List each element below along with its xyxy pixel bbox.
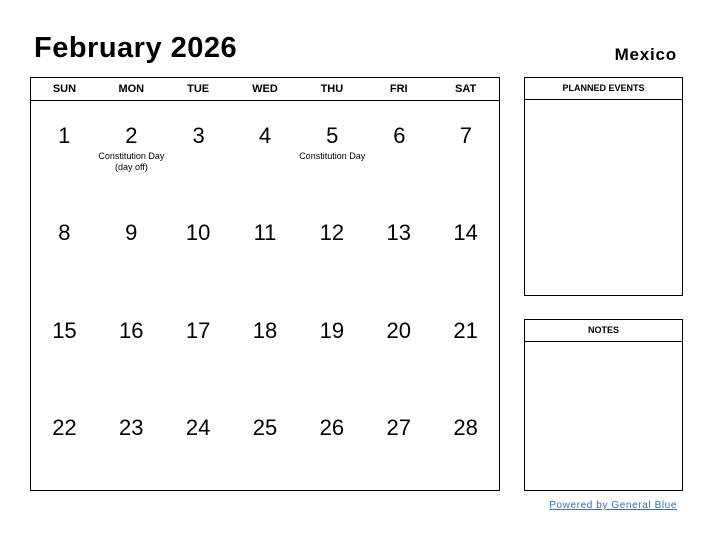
day-cell (165, 101, 231, 198)
day-number: 16 (119, 317, 144, 343)
day-number: 21 (453, 317, 478, 343)
day-number: 14 (453, 220, 478, 246)
day-number: 25 (252, 414, 278, 440)
day-cell (165, 296, 232, 393)
powered-by-link[interactable]: Powered by General Blue (549, 500, 677, 511)
day-number: 13 (386, 220, 411, 246)
day-cell (31, 198, 98, 295)
day-number: 2 (125, 123, 138, 148)
day-cell (165, 198, 232, 295)
day-cell (298, 296, 365, 393)
day-cell (365, 393, 432, 490)
day-cell (31, 296, 98, 393)
day-number: 7 (459, 123, 472, 148)
calendar-weeks (31, 101, 499, 490)
weekday-thu: THU (320, 83, 344, 95)
country-label: Mexico (614, 45, 677, 64)
weekday-header-row (31, 78, 499, 101)
day-number: 9 (125, 220, 138, 246)
week-row (31, 101, 499, 198)
day-number: 11 (253, 220, 277, 246)
day-cell (97, 101, 165, 198)
day-cell (432, 393, 499, 490)
day-cell (432, 198, 499, 295)
calendar-grid (30, 77, 500, 491)
day-cell (433, 101, 499, 198)
day-number: 23 (119, 414, 144, 440)
weekday-sat: SAT (454, 83, 477, 95)
weekday-mon: MON (118, 83, 145, 95)
day-cell (432, 296, 499, 393)
weekday-fri: FRI (389, 83, 408, 95)
weekday-wed: WED (252, 83, 278, 95)
day-cell (98, 198, 165, 295)
day-number: 6 (393, 123, 406, 148)
day-number: 3 (192, 123, 205, 148)
day-cell (232, 393, 299, 490)
day-number: 12 (319, 220, 345, 246)
day-number: 24 (185, 414, 211, 440)
day-number: 22 (52, 414, 77, 440)
day-cell (298, 101, 366, 198)
day-number: 10 (185, 220, 211, 246)
notes-panel (524, 319, 683, 491)
day-number: 4 (258, 123, 272, 148)
day-number: 28 (453, 414, 478, 440)
page-title: February 2026 (34, 32, 238, 64)
day-number: 5 (326, 123, 339, 148)
day-cell (98, 296, 165, 393)
day-cell (366, 101, 432, 198)
week-row (31, 393, 499, 490)
week-row (31, 296, 499, 393)
day-number: 8 (58, 220, 71, 246)
day-cell (232, 101, 298, 198)
week-row (31, 198, 499, 295)
weekday-tue: TUE (187, 83, 210, 95)
day-number: 15 (52, 317, 77, 343)
weekday-sun: SUN (52, 83, 77, 95)
day-cell (31, 101, 97, 198)
day-cell (232, 296, 299, 393)
day-cell (31, 393, 98, 490)
day-cell (232, 198, 299, 295)
holiday-label: Constitution Day (299, 151, 366, 161)
holiday-label: Constitution Day (day off) (98, 151, 165, 172)
day-cell (365, 198, 432, 295)
day-number: 1 (58, 123, 71, 148)
day-number: 17 (185, 317, 211, 343)
day-cell (98, 393, 165, 490)
day-number: 18 (252, 317, 278, 343)
notes-heading: NOTES (525, 320, 682, 342)
day-number: 20 (386, 317, 411, 343)
day-number: 19 (319, 317, 345, 343)
planned-events-heading: PLANNED EVENTS (525, 78, 682, 100)
day-number: 26 (319, 414, 345, 440)
day-cell (365, 296, 432, 393)
day-number: 27 (386, 414, 411, 440)
day-cell (298, 198, 365, 295)
day-cell (298, 393, 365, 490)
planned-events-panel (524, 77, 683, 296)
day-cell (165, 393, 232, 490)
